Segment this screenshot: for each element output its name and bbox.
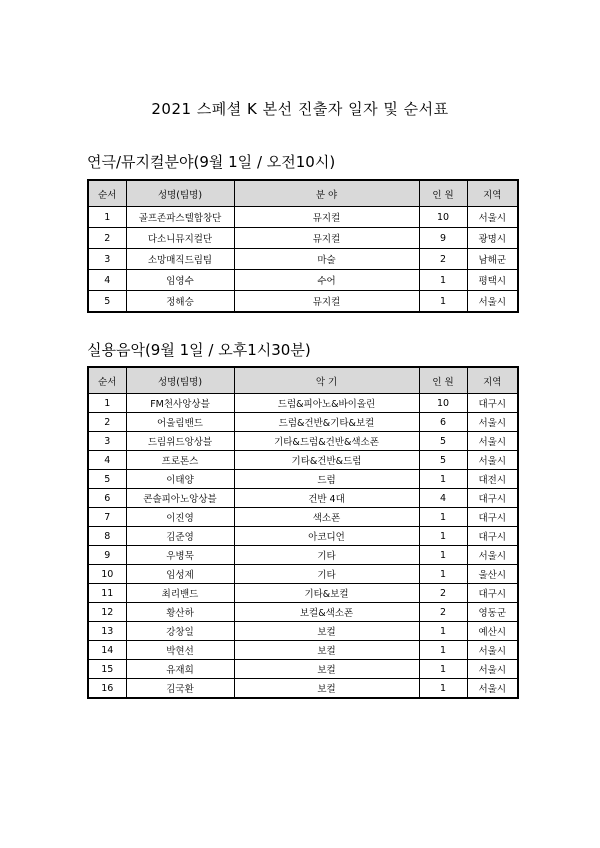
cell-region: 대구시 <box>467 584 518 603</box>
cell-count: 10 <box>419 394 467 413</box>
cell-count: 1 <box>419 622 467 641</box>
cell-region: 영동군 <box>467 603 518 622</box>
cell-order: 15 <box>88 660 126 679</box>
section-heading-music: 실용음악(9월 1일 / 오후1시30분) <box>87 341 311 359</box>
cell-count: 5 <box>419 432 467 451</box>
cell-order: 2 <box>88 413 126 432</box>
cell-count: 1 <box>419 527 467 546</box>
cell-count: 1 <box>419 270 467 291</box>
cell-field: 뮤지컬 <box>234 228 419 249</box>
cell-field: 건반 4대 <box>234 489 419 508</box>
cell-region: 울산시 <box>467 565 518 584</box>
cell-region: 예산시 <box>467 622 518 641</box>
cell-region: 대전시 <box>467 470 518 489</box>
cell-order: 3 <box>88 432 126 451</box>
cell-region: 서울시 <box>467 641 518 660</box>
header-field: 분 야 <box>234 180 419 207</box>
table-row <box>88 565 518 584</box>
cell-count: 1 <box>419 679 467 699</box>
table-row <box>88 270 518 291</box>
cell-order: 14 <box>88 641 126 660</box>
cell-order: 16 <box>88 679 126 699</box>
cell-field: 보컬 <box>234 622 419 641</box>
table-row <box>88 641 518 660</box>
cell-region: 평택시 <box>467 270 518 291</box>
music-schedule-table <box>87 366 519 699</box>
cell-region: 서울시 <box>467 679 518 699</box>
cell-name: 임성제 <box>126 565 234 584</box>
cell-region: 서울시 <box>467 660 518 679</box>
cell-order: 4 <box>88 451 126 470</box>
cell-count: 4 <box>419 489 467 508</box>
cell-region: 남해군 <box>467 249 518 270</box>
cell-field: 뮤지컬 <box>234 207 419 228</box>
cell-order: 3 <box>88 249 126 270</box>
cell-name: 소망매직드림팀 <box>126 249 234 270</box>
cell-field: 수어 <box>234 270 419 291</box>
cell-field: 아코디언 <box>234 527 419 546</box>
cell-field: 기타&보컬 <box>234 584 419 603</box>
cell-count: 1 <box>419 470 467 489</box>
cell-count: 10 <box>419 207 467 228</box>
cell-region: 서울시 <box>467 451 518 470</box>
cell-name: 어울림밴드 <box>126 413 234 432</box>
table-row <box>88 413 518 432</box>
header-order: 순서 <box>88 367 126 394</box>
table-row <box>88 470 518 489</box>
cell-count: 1 <box>419 546 467 565</box>
cell-order: 7 <box>88 508 126 527</box>
cell-order: 10 <box>88 565 126 584</box>
cell-name: 강창일 <box>126 622 234 641</box>
cell-order: 8 <box>88 527 126 546</box>
cell-name: 드림위드앙상블 <box>126 432 234 451</box>
cell-field: 보컬&색소폰 <box>234 603 419 622</box>
table-header-row <box>88 180 518 207</box>
table-row <box>88 679 518 699</box>
cell-name: 우병묵 <box>126 546 234 565</box>
header-region: 지역 <box>467 367 518 394</box>
cell-field: 드럼 <box>234 470 419 489</box>
cell-name: 프로톤스 <box>126 451 234 470</box>
cell-count: 6 <box>419 413 467 432</box>
cell-name: FM천사앙상블 <box>126 394 234 413</box>
cell-order: 6 <box>88 489 126 508</box>
document-title: 2021 스페셜 K 본선 진출자 일자 및 순서표 <box>151 100 449 118</box>
header-order: 순서 <box>88 180 126 207</box>
header-name: 성명(팀명) <box>126 367 234 394</box>
table-row <box>88 394 518 413</box>
cell-count: 1 <box>419 291 467 313</box>
cell-field: 드럼&건반&기타&보컬 <box>234 413 419 432</box>
cell-field: 드럼&피아노&바이올린 <box>234 394 419 413</box>
cell-order: 4 <box>88 270 126 291</box>
table-row <box>88 603 518 622</box>
table-row <box>88 249 518 270</box>
theater-schedule-table <box>87 179 519 313</box>
cell-name: 콘솔피아노앙상블 <box>126 489 234 508</box>
cell-name: 정해승 <box>126 291 234 313</box>
cell-region: 대구시 <box>467 394 518 413</box>
cell-region: 서울시 <box>467 413 518 432</box>
cell-count: 2 <box>419 584 467 603</box>
cell-name: 이진영 <box>126 508 234 527</box>
cell-count: 2 <box>419 603 467 622</box>
cell-order: 1 <box>88 207 126 228</box>
cell-name: 유재희 <box>126 660 234 679</box>
cell-region: 서울시 <box>467 546 518 565</box>
cell-region: 서울시 <box>467 432 518 451</box>
table-row <box>88 584 518 603</box>
table-row <box>88 622 518 641</box>
cell-order: 13 <box>88 622 126 641</box>
cell-field: 기타&드럼&건반&색소폰 <box>234 432 419 451</box>
cell-order: 1 <box>88 394 126 413</box>
cell-field: 보컬 <box>234 679 419 699</box>
table-row <box>88 207 518 228</box>
cell-name: 최리밴드 <box>126 584 234 603</box>
cell-name: 김준영 <box>126 527 234 546</box>
header-count: 인 원 <box>419 367 467 394</box>
cell-name: 박현선 <box>126 641 234 660</box>
cell-count: 1 <box>419 660 467 679</box>
cell-region: 대구시 <box>467 527 518 546</box>
table-row <box>88 451 518 470</box>
table-row <box>88 228 518 249</box>
cell-field: 보컬 <box>234 641 419 660</box>
table-row <box>88 291 518 313</box>
table-row <box>88 660 518 679</box>
cell-count: 1 <box>419 508 467 527</box>
table-row <box>88 546 518 565</box>
cell-count: 1 <box>419 641 467 660</box>
cell-field: 보컬 <box>234 660 419 679</box>
header-field: 악 기 <box>234 367 419 394</box>
cell-order: 5 <box>88 291 126 313</box>
cell-field: 기타 <box>234 546 419 565</box>
cell-field: 기타 <box>234 565 419 584</box>
cell-order: 11 <box>88 584 126 603</box>
cell-count: 5 <box>419 451 467 470</box>
cell-count: 1 <box>419 565 467 584</box>
cell-count: 9 <box>419 228 467 249</box>
cell-region: 광명시 <box>467 228 518 249</box>
header-name: 성명(팀명) <box>126 180 234 207</box>
cell-region: 대구시 <box>467 489 518 508</box>
cell-name: 다소니뮤지컬단 <box>126 228 234 249</box>
cell-region: 대구시 <box>467 508 518 527</box>
cell-name: 골프존파스텔합창단 <box>126 207 234 228</box>
cell-region: 서울시 <box>467 291 518 313</box>
cell-field: 기타&건반&드럼 <box>234 451 419 470</box>
header-region: 지역 <box>467 180 518 207</box>
cell-order: 12 <box>88 603 126 622</box>
cell-order: 9 <box>88 546 126 565</box>
cell-order: 5 <box>88 470 126 489</box>
cell-order: 2 <box>88 228 126 249</box>
header-count: 인 원 <box>419 180 467 207</box>
cell-name: 이태양 <box>126 470 234 489</box>
section-heading-theater: 연극/뮤지컬분야(9월 1일 / 오전10시) <box>87 153 336 171</box>
cell-field: 뮤지컬 <box>234 291 419 313</box>
cell-name: 황산하 <box>126 603 234 622</box>
cell-region: 서울시 <box>467 207 518 228</box>
cell-field: 마술 <box>234 249 419 270</box>
cell-field: 색소폰 <box>234 508 419 527</box>
table-row <box>88 489 518 508</box>
cell-name: 김국환 <box>126 679 234 699</box>
table-row <box>88 527 518 546</box>
cell-name: 임영수 <box>126 270 234 291</box>
table-header-row <box>88 367 518 394</box>
table-row <box>88 432 518 451</box>
table-row <box>88 508 518 527</box>
cell-count: 2 <box>419 249 467 270</box>
